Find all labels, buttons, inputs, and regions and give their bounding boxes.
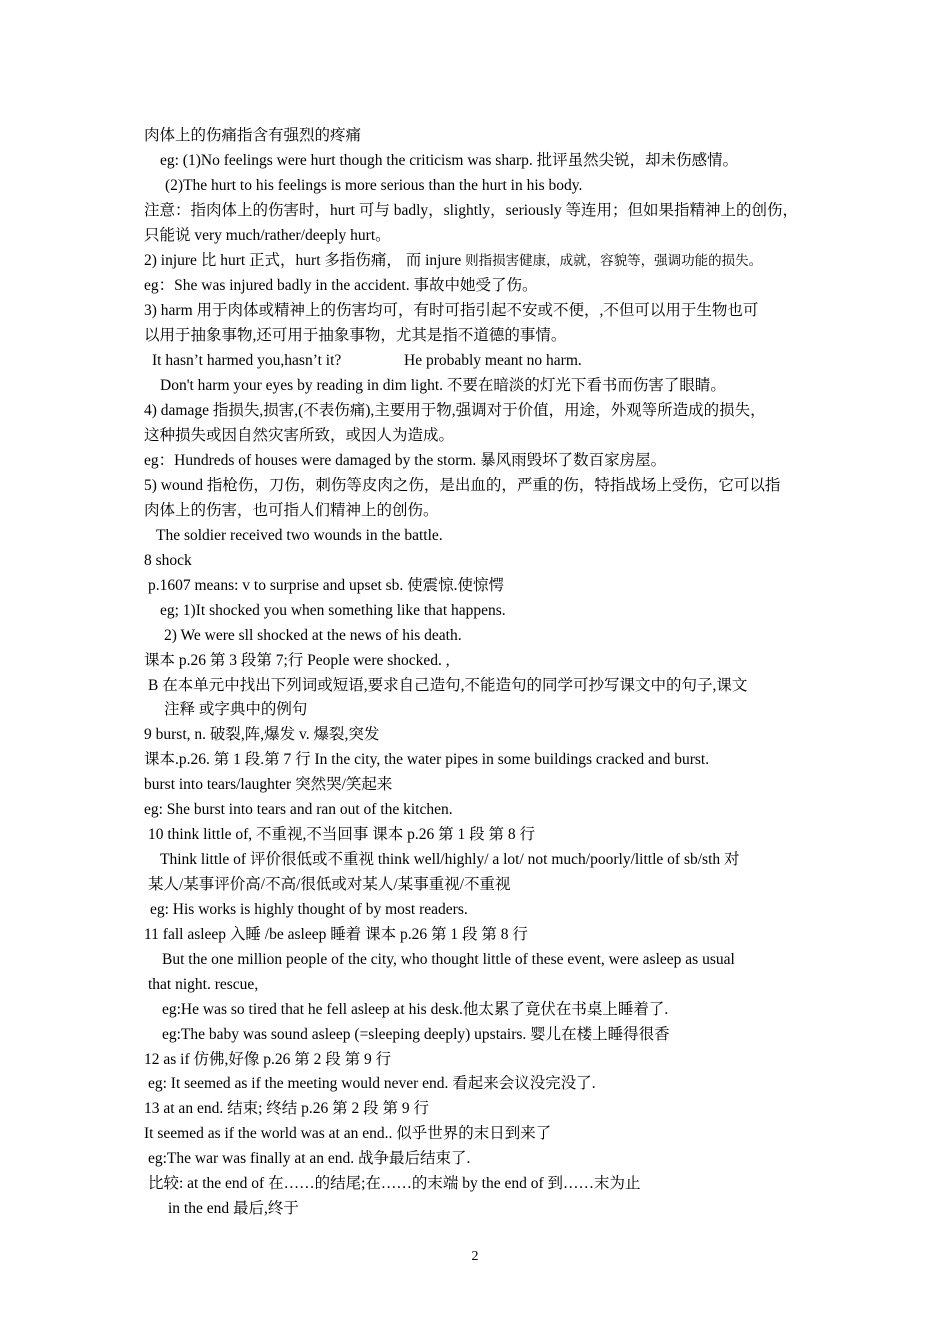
page-number: 2: [471, 1249, 479, 1264]
text-line: 肉体上的伤害，也可指人们精神上的创伤。: [144, 502, 439, 519]
text-line: 2) injure 比 hurt 正式，hurt 多指伤痛， 而 injure 则指损害健康，成就，容貌等，强调功能的损失。: [144, 252, 763, 269]
text-line: 比较: at the end of 在……的结尾;在……的末端 by the end of 到……末为止: [148, 1175, 641, 1192]
text-line: But the one million people of the city, who thought little of these event, were asleep as usual: [162, 951, 735, 968]
text-line: p.1607 means: v to surprise and upset sb. 使震惊.使惊愕: [148, 577, 505, 594]
text-line: It hasn’t harmed you,hasn’t it?: [152, 352, 342, 369]
text-line: 注意：指肉体上的伤害时，hurt 可与 badly，slightly，seriously 等连用；但如果指精神上的创伤，: [144, 202, 799, 219]
text-line: 11 fall asleep 入睡 /be asleep 睡着 课本 p.26 第 1 段 第 8 行: [144, 926, 528, 943]
text-line: eg:The baby was sound asleep (=sleeping deeply) upstairs. 婴儿在楼上睡得很香: [162, 1026, 670, 1043]
text-line: in the end 最后,终于: [168, 1200, 299, 1217]
text-line: eg：She was injured badly in the accident. 事故中她受了伤。: [144, 277, 538, 294]
text-line: eg:He was so tired that he fell asleep at his desk.他太累了竟伏在书桌上睡着了.: [162, 1001, 669, 1018]
text-line: 4) damage 指损失,损害,(不表伤痛),主要用于物,强调对于价值，用途，外观等所造成的损失，: [144, 402, 766, 419]
text-line: eg: She burst into tears and ran out of the kitchen.: [144, 801, 453, 818]
text-line: 注释 或字典中的例句: [164, 701, 308, 718]
text-line: The soldier received two wounds in the battle.: [156, 527, 443, 544]
text-line: that night. rescue,: [148, 976, 259, 993]
text-line: 以用于抽象事物,还可用于抽象事物，尤其是指不道德的事情。: [144, 327, 567, 344]
text-line: 课本.p.26. 第 1 段.第 7 行 In the city, the water pipes in some buildings cracked and burst.: [144, 751, 710, 768]
text-line: 课本 p.26 第 3 段第 7;行 People were shocked. ,: [144, 652, 450, 669]
text-line: eg:The war was finally at an end. 战争最后结束了.: [148, 1150, 471, 1167]
text-line: eg: His works is highly thought of by most readers.: [150, 901, 468, 918]
text-line: 某人/某事评价高/不高/很低或对某人/某事重视/不重视: [148, 876, 511, 893]
text-line: eg：Hundreds of houses were damaged by the storm. 暴风雨毁坏了数百家房屋。: [144, 452, 667, 469]
text-line: It seemed as if the world was at an end.. 似乎世界的末日到来了: [144, 1125, 552, 1142]
text-line: 13 at an end. 结束; 终结 p.26 第 2 段 第 9 行: [144, 1100, 430, 1117]
text-line: 这种损失或因自然灾害所致，或因人为造成。: [144, 427, 455, 444]
text-line: eg: (1)No feelings were hurt though the criticism was sharp. 批评虽然尖锐，却未伤感情。: [160, 152, 739, 169]
text-line: (2)The hurt to his feelings is more serious than the hurt in his body.: [165, 177, 583, 194]
text-line: eg: It seemed as if the meeting would never end. 看起来会议没完没了.: [148, 1075, 596, 1092]
text-line: burst into tears/laughter 突然哭/笑起来: [144, 776, 393, 793]
text-line: Don't harm your eyes by reading in dim light. 不要在暗淡的灯光下看书而伤害了眼睛。: [160, 377, 726, 394]
text-line: Think little of 评价很低或不重视 think well/highly/ a lot/ not much/poorly/little of sb/sth 对: [160, 851, 740, 868]
text-line: 肉体上的伤痛指含有强烈的疼痛: [144, 127, 362, 144]
text-line: 10 think little of, 不重视,不当回事 课本 p.26 第 1 段 第 8 行: [148, 826, 536, 843]
text-line: B 在本单元中找出下列词或短语,要求自己造句,不能造句的同学可抄写课文中的句子,课文: [148, 677, 748, 694]
text-line: eg; 1)It shocked you when something like that happens.: [160, 602, 506, 619]
text-line: 2) We were sll shocked at the news of his death.: [164, 627, 462, 644]
text-line: 8 shock: [144, 552, 192, 569]
text-line: 12 as if 仿佛,好像 p.26 第 2 段 第 9 行: [144, 1051, 392, 1068]
text-line: 9 burst, n. 破裂,阵,爆发 v. 爆裂,突发: [144, 726, 380, 743]
text-line: 3) harm 用于肉体或精神上的伤害均可，有时可指引起不安或不便，,不但可以用于生物也可: [144, 302, 759, 319]
text-line: 只能说 very much/rather/deeply hurt。: [144, 227, 391, 244]
text-line: He probably meant no harm.: [404, 352, 582, 369]
text-line: 5) wound 指枪伤，刀伤，刺伤等皮肉之伤，是出血的，严重的伤，特指战场上受伤，它可以指: [144, 477, 781, 494]
